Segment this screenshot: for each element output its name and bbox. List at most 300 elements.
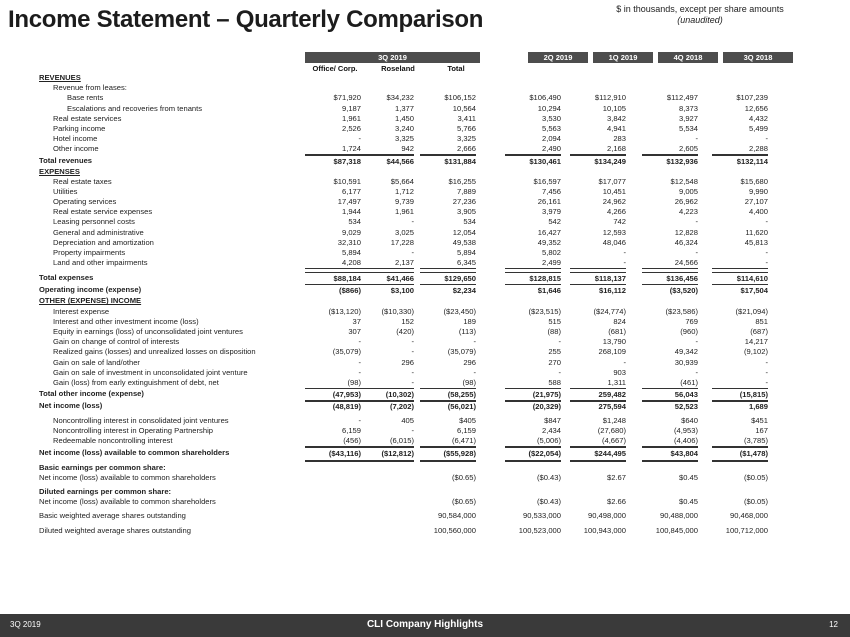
cell-value: $16,255 bbox=[448, 176, 476, 186]
cell-value: 851 bbox=[755, 316, 768, 326]
cell-value: - bbox=[358, 357, 361, 367]
row-label: Net income (loss) bbox=[39, 401, 103, 411]
cell-value: 942 bbox=[358, 144, 414, 155]
cell-value: 100,712,000 bbox=[725, 525, 768, 535]
table-row bbox=[0, 511, 850, 521]
row-label: Redeemable noncontrolling interest bbox=[53, 436, 173, 446]
cell-value: 4,400 bbox=[748, 207, 768, 217]
cell-value: 5,894 bbox=[341, 248, 361, 257]
cell-value: - bbox=[411, 347, 414, 357]
cell-value: (7,202) bbox=[358, 400, 414, 413]
unaudited-text: (unaudited) bbox=[677, 15, 723, 25]
cell-value: 9,187 bbox=[341, 103, 361, 113]
row-label: Net income (loss) available to common shareholders bbox=[39, 497, 216, 507]
cell-value: ($13,120) bbox=[328, 306, 361, 316]
table-row bbox=[0, 238, 850, 248]
cell-value: 5,766 bbox=[456, 123, 476, 133]
cell-value: 12,656 bbox=[744, 103, 768, 113]
cell-value: 11,620 bbox=[745, 227, 768, 237]
cell-value: - bbox=[358, 367, 361, 377]
row-label: Gain (loss) from early extinguishment of debt, net bbox=[53, 377, 219, 387]
cell-value: - bbox=[411, 367, 414, 377]
header-group-3q2019: 3Q 2019 bbox=[305, 52, 480, 63]
cell-value: 24,962 bbox=[602, 197, 626, 207]
cell-value: $244,495 bbox=[570, 447, 626, 462]
cell-value: 12,054 bbox=[452, 227, 476, 237]
cell-value: 14,217 bbox=[744, 337, 768, 347]
cell-value: (681) bbox=[608, 326, 626, 336]
cell-value: $112,910 bbox=[594, 93, 626, 103]
cell-value: 2,526 bbox=[341, 123, 361, 133]
cell-value: ($55,928) bbox=[420, 447, 476, 462]
cell-value: 100,943,000 bbox=[583, 525, 626, 535]
cell-value: 4,266 bbox=[606, 207, 626, 217]
cell-value: (35,079) bbox=[447, 347, 476, 357]
cell-value: $136,456 bbox=[642, 272, 698, 285]
cell-value: (461) bbox=[642, 378, 698, 389]
cell-value: 1,689 bbox=[712, 400, 768, 413]
cell-value: - bbox=[765, 248, 768, 257]
row-label: Realized gains (losses) and unrealized losses on disposition bbox=[53, 347, 256, 357]
table-row bbox=[0, 378, 850, 388]
cell-value: - bbox=[411, 248, 414, 257]
cell-value: 152 bbox=[401, 316, 414, 326]
cell-value: $17,504 bbox=[712, 284, 768, 297]
cell-value: $128,815 bbox=[505, 272, 561, 285]
cell-value: - bbox=[712, 258, 768, 269]
cell-value: ($0.05) bbox=[743, 497, 768, 507]
row-label: Real estate taxes bbox=[53, 176, 112, 186]
cell-value: 7,889 bbox=[456, 186, 476, 196]
cell-value: 1,944 bbox=[341, 207, 361, 217]
cell-value: 8,373 bbox=[678, 103, 698, 113]
row-label: Interest expense bbox=[53, 306, 110, 316]
cell-value: 49,538 bbox=[452, 237, 476, 247]
cell-value: (960) bbox=[680, 326, 698, 336]
row-label: Noncontrolling interest in consolidated joint ventures bbox=[53, 416, 229, 426]
cell-value: 5,802 bbox=[541, 248, 561, 257]
cell-value: $17,077 bbox=[598, 176, 626, 186]
cell-value: 534 bbox=[463, 217, 476, 227]
cell-value: 26,962 bbox=[674, 197, 698, 207]
cell-value: 2,094 bbox=[541, 134, 561, 144]
row-label: Depreciation and amortization bbox=[53, 237, 154, 247]
cell-value: ($0.05) bbox=[743, 472, 768, 482]
units-text: $ in thousands, except per share amounts bbox=[616, 4, 784, 14]
cell-value: - bbox=[695, 337, 698, 347]
row-label: General and administrative bbox=[53, 227, 144, 237]
cell-value: 3,411 bbox=[457, 113, 476, 123]
table-row bbox=[0, 368, 850, 378]
cell-value: 4,432 bbox=[748, 113, 768, 123]
cell-value: 1,377 bbox=[394, 103, 414, 113]
cell-value: (456) bbox=[305, 436, 361, 447]
cell-value: $106,490 bbox=[529, 93, 561, 103]
cell-value: 9,005 bbox=[678, 186, 698, 196]
row-label: Diluted earnings per common share: bbox=[39, 487, 172, 496]
cell-value: (15,815) bbox=[712, 388, 768, 402]
cell-value: - bbox=[623, 248, 626, 257]
cell-value: 5,534 bbox=[678, 123, 698, 133]
table-row bbox=[0, 463, 850, 473]
cell-value: 742 bbox=[613, 217, 626, 227]
table-row bbox=[0, 426, 850, 436]
table-row bbox=[0, 248, 850, 258]
cell-value: $132,936 bbox=[642, 155, 698, 168]
units-note bbox=[560, 4, 840, 26]
table-row bbox=[0, 124, 850, 134]
cell-value: 1,450 bbox=[394, 113, 414, 123]
cell-value: 3,927 bbox=[678, 113, 698, 123]
cell-value: - bbox=[558, 337, 561, 347]
cell-value: 4,208 bbox=[305, 258, 361, 269]
row-label: Hotel income bbox=[53, 134, 98, 144]
cell-value: - bbox=[765, 357, 768, 367]
row-label: Base rents bbox=[67, 93, 104, 103]
cell-value: 17,497 bbox=[337, 197, 361, 207]
cell-value: (21,975) bbox=[505, 388, 561, 402]
cell-value: (35,079) bbox=[332, 347, 361, 357]
cell-value: 27,107 bbox=[744, 197, 768, 207]
cell-value: 9,029 bbox=[341, 227, 361, 237]
table-row bbox=[0, 134, 850, 144]
cell-value: 9,739 bbox=[394, 197, 414, 207]
cell-value: ($0.43) bbox=[536, 497, 561, 507]
cell-value: - bbox=[623, 357, 626, 367]
cell-value: (48,819) bbox=[305, 400, 361, 413]
cell-value: ($10,330) bbox=[381, 306, 414, 316]
cell-value: 100,560,000 bbox=[433, 525, 476, 535]
row-label: Total revenues bbox=[39, 155, 93, 165]
total-row bbox=[0, 272, 850, 284]
row-label: Escalations and recoveries from tenants bbox=[67, 103, 203, 113]
total-row bbox=[0, 284, 850, 296]
cell-value: $134,249 bbox=[570, 155, 626, 168]
cell-value: 534 bbox=[348, 217, 361, 227]
cell-value: 26,161 bbox=[537, 197, 561, 207]
cell-value: 3,842 bbox=[606, 113, 626, 123]
row-label: REVENUES bbox=[39, 73, 81, 82]
cell-value: 32,310 bbox=[337, 237, 361, 247]
cell-value: 542 bbox=[548, 217, 561, 227]
cell-value: - bbox=[765, 217, 768, 227]
table-row bbox=[0, 83, 850, 93]
cell-value: $1,646 bbox=[505, 284, 561, 297]
cell-value: 2,434 bbox=[541, 426, 561, 436]
cell-value: - bbox=[358, 134, 361, 144]
cell-value: 49,352 bbox=[537, 237, 561, 247]
cell-value: 259,482 bbox=[570, 388, 626, 402]
cell-value: 2,288 bbox=[712, 144, 768, 155]
cell-value: ($0.43) bbox=[536, 472, 561, 482]
cell-value: $847 bbox=[544, 416, 561, 426]
cell-value: 3,325 bbox=[456, 134, 476, 144]
cell-value: 5,894 bbox=[456, 248, 476, 257]
cell-value: - bbox=[765, 134, 768, 144]
section-heading bbox=[0, 167, 850, 177]
cell-value: 90,584,000 bbox=[437, 511, 476, 521]
cell-value: - bbox=[695, 248, 698, 257]
cell-value: (88) bbox=[547, 326, 561, 336]
row-label: EXPENSES bbox=[39, 166, 80, 176]
cell-value: 3,905 bbox=[456, 207, 476, 217]
cell-value: ($23,450) bbox=[443, 306, 476, 316]
table-row bbox=[0, 358, 850, 368]
cell-value: $107,239 bbox=[736, 93, 768, 103]
cell-value: (47,953) bbox=[305, 388, 361, 402]
cell-value: 769 bbox=[685, 316, 698, 326]
cell-value: 405 bbox=[401, 416, 414, 426]
cell-value: (4,406) bbox=[642, 436, 698, 447]
table-row bbox=[0, 473, 850, 483]
cell-value: 2,605 bbox=[642, 144, 698, 155]
cell-value: 2,168 bbox=[570, 144, 626, 155]
cell-value: 37 bbox=[352, 316, 361, 326]
cell-value: 100,845,000 bbox=[655, 525, 698, 535]
table-row bbox=[0, 217, 850, 227]
cell-value: ($21,094) bbox=[735, 306, 768, 316]
cell-value: 6,159 bbox=[456, 426, 476, 436]
cell-value: (27,680) bbox=[597, 426, 626, 436]
cell-value: $130,461 bbox=[505, 155, 561, 168]
cell-value: 24,566 bbox=[642, 258, 698, 269]
cell-value: 1,311 bbox=[570, 378, 626, 389]
cell-value: (420) bbox=[396, 326, 414, 336]
total-row bbox=[0, 388, 850, 400]
page-number: 12 bbox=[829, 620, 838, 629]
cell-value: 49,342 bbox=[674, 347, 698, 357]
table-row bbox=[0, 347, 850, 357]
row-label: Revenue from leases: bbox=[53, 83, 127, 93]
cell-value: (58,255) bbox=[420, 388, 476, 402]
cell-value: 515 bbox=[548, 316, 561, 326]
row-label: Gain on change of control of interests bbox=[53, 337, 180, 347]
table-row bbox=[0, 228, 850, 238]
cell-value: - bbox=[473, 337, 476, 347]
row-label: Utilities bbox=[53, 186, 78, 196]
cell-value: 3,025 bbox=[394, 227, 414, 237]
cell-value: 4,941 bbox=[606, 123, 626, 133]
cell-value: - bbox=[765, 367, 768, 377]
cell-value: 7,456 bbox=[541, 186, 561, 196]
row-label: Equity in earnings (loss) of unconsolidated joint ventures bbox=[53, 326, 243, 336]
cell-value: ($1,478) bbox=[712, 447, 768, 462]
header-total: Total bbox=[447, 64, 465, 73]
cell-value: $405 bbox=[459, 416, 476, 426]
cell-value: 3,325 bbox=[394, 134, 414, 144]
cell-value: $451 bbox=[751, 416, 768, 426]
cell-value: - bbox=[358, 378, 414, 389]
cell-value: 90,468,000 bbox=[729, 511, 768, 521]
table-row bbox=[0, 416, 850, 426]
cell-value: $2,234 bbox=[420, 284, 476, 297]
cell-value: 3,240 bbox=[394, 123, 414, 133]
row-label: Gain on sale of investment in unconsolidated joint venture bbox=[53, 367, 248, 377]
cell-value: $2.67 bbox=[606, 472, 626, 482]
cell-value: ($12,812) bbox=[358, 447, 414, 462]
cell-value: 588 bbox=[505, 378, 561, 389]
cell-value: ($23,586) bbox=[665, 306, 698, 316]
cell-value: 45,813 bbox=[744, 237, 768, 247]
cell-value: $131,884 bbox=[420, 155, 476, 168]
cell-value: 46,324 bbox=[674, 237, 698, 247]
cell-value: 189 bbox=[463, 316, 476, 326]
row-label: OTHER (EXPENSE) INCOME bbox=[39, 296, 142, 306]
cell-value: ($22,054) bbox=[505, 447, 561, 462]
cell-value: 6,159 bbox=[341, 426, 361, 436]
cell-value: 1,961 bbox=[394, 207, 414, 217]
table-row bbox=[0, 317, 850, 327]
row-label: Leasing personnel costs bbox=[53, 217, 135, 227]
cell-value: 283 bbox=[613, 134, 626, 144]
cell-value: 2,666 bbox=[420, 144, 476, 155]
section-heading bbox=[0, 73, 850, 83]
cell-value: 90,498,000 bbox=[587, 511, 626, 521]
table-row bbox=[0, 144, 850, 154]
cell-value: 270 bbox=[548, 357, 561, 367]
cell-value: (6,015) bbox=[358, 436, 414, 447]
cell-value: 5,563 bbox=[541, 123, 561, 133]
cell-value: (3,785) bbox=[712, 436, 768, 447]
cell-value: $0.45 bbox=[678, 472, 698, 482]
cell-value: $88,184 bbox=[305, 272, 361, 285]
cell-value: (5,006) bbox=[505, 436, 561, 447]
cell-value: - bbox=[695, 134, 698, 144]
row-label: Parking income bbox=[53, 123, 106, 133]
total-row bbox=[0, 447, 850, 459]
table-row bbox=[0, 177, 850, 187]
table-row bbox=[0, 104, 850, 114]
row-label: Diluted weighted average shares outstanding bbox=[39, 525, 191, 535]
cell-value: - bbox=[473, 367, 476, 377]
row-label: Real estate service expenses bbox=[53, 207, 153, 217]
cell-value: (6,471) bbox=[420, 436, 476, 447]
header-1q2019: 1Q 2019 bbox=[593, 52, 653, 63]
footer-title: CLI Company Highlights bbox=[366, 619, 484, 630]
cell-value: 1,712 bbox=[394, 186, 414, 196]
total-row bbox=[0, 155, 850, 167]
cell-value: $118,137 bbox=[570, 272, 626, 285]
row-label: Total other income (expense) bbox=[39, 389, 144, 399]
page-title: Income Statement – Quarterly Comparison bbox=[8, 6, 484, 33]
cell-value: 52,523 bbox=[642, 400, 698, 413]
cell-value: 90,533,000 bbox=[522, 511, 561, 521]
cell-value: $16,112 bbox=[570, 284, 626, 297]
cell-value: (4,667) bbox=[570, 436, 626, 447]
cell-value: $0.45 bbox=[678, 497, 698, 507]
cell-value: 13,790 bbox=[602, 337, 626, 347]
cell-value: 10,294 bbox=[537, 103, 561, 113]
income-statement-table bbox=[0, 73, 850, 536]
table-row bbox=[0, 258, 850, 268]
cell-value: $132,114 bbox=[712, 155, 768, 168]
cell-value: 56,043 bbox=[642, 388, 698, 402]
cell-value: $114,610 bbox=[712, 272, 768, 285]
cell-value: $16,597 bbox=[533, 176, 561, 186]
cell-value: $129,650 bbox=[420, 272, 476, 285]
cell-value: 10,564 bbox=[452, 103, 476, 113]
cell-value: 3,530 bbox=[541, 113, 561, 123]
cell-value: 2,137 bbox=[358, 258, 414, 269]
cell-value: - bbox=[558, 367, 561, 377]
table-row bbox=[0, 436, 850, 446]
header-2q2019: 2Q 2019 bbox=[528, 52, 588, 63]
row-label: Net income (loss) available to common shareholders bbox=[39, 472, 216, 482]
cell-value: 10,451 bbox=[602, 186, 626, 196]
cell-value: - bbox=[712, 378, 768, 389]
footer-quarter: 3Q 2019 bbox=[10, 620, 41, 629]
cell-value: 1,724 bbox=[305, 144, 361, 155]
cell-value: 6,177 bbox=[341, 186, 361, 196]
cell-value: 275,594 bbox=[570, 400, 626, 413]
cell-value: 12,593 bbox=[602, 227, 626, 237]
cell-value: - bbox=[695, 367, 698, 377]
cell-value: 17,228 bbox=[390, 237, 414, 247]
cell-value: ($43,116) bbox=[305, 447, 361, 462]
table-row bbox=[0, 526, 850, 536]
cell-value: ($24,774) bbox=[593, 306, 626, 316]
row-label: Basic weighted average shares outstanding bbox=[39, 511, 186, 521]
cell-value: $2.66 bbox=[606, 497, 626, 507]
row-label: Gain on sale of land/other bbox=[53, 357, 140, 367]
cell-value: $15,680 bbox=[740, 176, 768, 186]
table-row bbox=[0, 114, 850, 124]
cell-value: $106,152 bbox=[444, 93, 476, 103]
row-label: Net income (loss) available to common shareholders bbox=[39, 447, 230, 457]
row-label: Noncontrolling interest in Operating Partnership bbox=[53, 426, 213, 436]
cell-value: (10,302) bbox=[358, 388, 414, 402]
section-heading bbox=[0, 296, 850, 306]
cell-value: $640 bbox=[681, 416, 698, 426]
cell-value: 100,523,000 bbox=[518, 525, 561, 535]
cell-value: (98) bbox=[305, 378, 361, 389]
cell-value: $3,100 bbox=[358, 284, 414, 297]
table-row bbox=[0, 187, 850, 197]
cell-value: 90,488,000 bbox=[659, 511, 698, 521]
table-row bbox=[0, 327, 850, 337]
row-label: Interest and other investment income (loss) bbox=[53, 316, 199, 326]
cell-value: 2,490 bbox=[505, 144, 561, 155]
total-row bbox=[0, 400, 850, 412]
cell-value: $112,497 bbox=[666, 93, 698, 103]
cell-value: 6,345 bbox=[420, 258, 476, 269]
cell-value: 10,105 bbox=[602, 103, 626, 113]
row-label: Land and other impairments bbox=[53, 258, 148, 268]
footer-bar bbox=[0, 614, 850, 637]
table-row bbox=[0, 337, 850, 347]
cell-value: 3,979 bbox=[541, 207, 561, 217]
cell-value: 9,990 bbox=[748, 186, 768, 196]
cell-value: $12,548 bbox=[670, 176, 698, 186]
cell-value: - bbox=[358, 337, 361, 347]
cell-value: - bbox=[570, 258, 626, 269]
cell-value: 255 bbox=[548, 347, 561, 357]
header-roseland: Roseland bbox=[381, 64, 415, 73]
table-row bbox=[0, 93, 850, 103]
table-row bbox=[0, 207, 850, 217]
cell-value: 296 bbox=[401, 357, 414, 367]
cell-value: 16,427 bbox=[537, 227, 561, 237]
cell-value: (98) bbox=[420, 378, 476, 389]
cell-value: $44,566 bbox=[358, 155, 414, 168]
cell-value: 903 bbox=[613, 367, 626, 377]
row-label: Basic earnings per common share: bbox=[39, 462, 166, 472]
cell-value: - bbox=[695, 217, 698, 227]
cell-value: ($866) bbox=[305, 284, 361, 297]
cell-value: 48,046 bbox=[602, 237, 626, 247]
cell-value: 824 bbox=[613, 316, 626, 326]
cell-value: (113) bbox=[458, 326, 476, 336]
